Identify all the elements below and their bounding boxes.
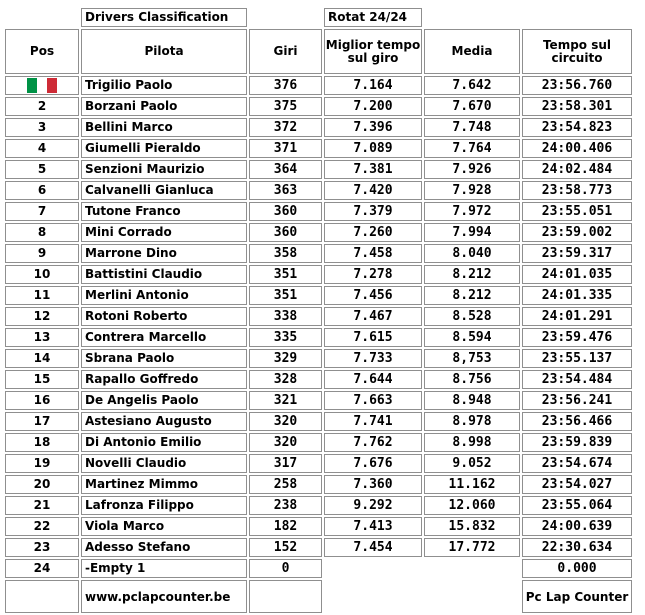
row-giri: 329: [249, 349, 322, 368]
row-media: 8.998: [424, 433, 520, 452]
table-row: [5, 349, 632, 368]
row-pos: 10: [5, 265, 79, 284]
row-best-lap: 7.200: [324, 97, 422, 116]
row-media: 8.040: [424, 244, 520, 263]
row-giri: 152: [249, 538, 322, 557]
row-tempo: 23:58.773: [522, 181, 632, 200]
row-giri: 335: [249, 328, 322, 347]
row-best-lap: 7.467: [324, 307, 422, 326]
row-pilota: Trigilio Paolo: [81, 76, 247, 95]
row-pos: 19: [5, 454, 79, 473]
row-pilota: Battistini Claudio: [81, 265, 247, 284]
row-media: 15.832: [424, 517, 520, 536]
row-media: 8.978: [424, 412, 520, 431]
footer-row: [5, 580, 632, 613]
table-row: [5, 265, 632, 284]
rotation-label: Rotat 24/24: [324, 8, 422, 27]
table-row: [5, 559, 632, 578]
row-pilota: Viola Marco: [81, 517, 247, 536]
row-tempo: 23:54.823: [522, 118, 632, 137]
row-media: 7.994: [424, 223, 520, 242]
row-pilota: De Angelis Paolo: [81, 391, 247, 410]
row-pilota: Tutone Franco: [81, 202, 247, 221]
row-best-lap: 7.762: [324, 433, 422, 452]
row-media: 7.748: [424, 118, 520, 137]
table-row: [5, 328, 632, 347]
table-row: [5, 517, 632, 536]
table-row: [5, 475, 632, 494]
row-giri: 320: [249, 433, 322, 452]
row-giri: 372: [249, 118, 322, 137]
row-tempo: 23:56.241: [522, 391, 632, 410]
row-pilota: Rotoni Roberto: [81, 307, 247, 326]
title-row: [5, 8, 632, 27]
row-pilota: Adesso Stefano: [81, 538, 247, 557]
row-best-lap: 7.379: [324, 202, 422, 221]
table-row: [5, 307, 632, 326]
row-media: 9.052: [424, 454, 520, 473]
footer-empty: [5, 580, 79, 613]
row-tempo: 23:54.027: [522, 475, 632, 494]
row-tempo: 23:56.466: [522, 412, 632, 431]
header-tempo: Tempo sul circuito: [522, 29, 632, 74]
row-giri: 238: [249, 496, 322, 515]
row-giri: 320: [249, 412, 322, 431]
row-pos: 5: [5, 160, 79, 179]
row-media: 8.528: [424, 307, 520, 326]
row-best-lap: 7.663: [324, 391, 422, 410]
row-tempo: 0.000: [522, 559, 632, 578]
row-tempo: 24:01.335: [522, 286, 632, 305]
row-media: [424, 559, 520, 578]
table-row: [5, 370, 632, 389]
row-media: 8.594: [424, 328, 520, 347]
row-giri: 358: [249, 244, 322, 263]
row-tempo: 23:59.317: [522, 244, 632, 263]
row-best-lap: 9.292: [324, 496, 422, 515]
row-media: 17.772: [424, 538, 520, 557]
row-pilota: Martinez Mimmo: [81, 475, 247, 494]
row-pilota: Lafronza Filippo: [81, 496, 247, 515]
row-media: 8.212: [424, 265, 520, 284]
header-best-lap: Miglior tempo sul giro: [324, 29, 422, 74]
row-pos: 13: [5, 328, 79, 347]
table-row: [5, 391, 632, 410]
row-pilota: Mini Corrado: [81, 223, 247, 242]
footer-empty: [249, 580, 322, 613]
row-pilota: Di Antonio Emilio: [81, 433, 247, 452]
row-giri: 351: [249, 265, 322, 284]
row-media: 8.756: [424, 370, 520, 389]
table-row: [5, 496, 632, 515]
row-media: 8.212: [424, 286, 520, 305]
table-row: [5, 286, 632, 305]
row-pos: 4: [5, 139, 79, 158]
table-row: [5, 454, 632, 473]
row-pos: 21: [5, 496, 79, 515]
row-media: 8.948: [424, 391, 520, 410]
row-pilota: Giumelli Pieraldo: [81, 139, 247, 158]
row-pilota: Calvanelli Gianluca: [81, 181, 247, 200]
row-pilota: Merlini Antonio: [81, 286, 247, 305]
row-giri: 351: [249, 286, 322, 305]
row-media: 7.764: [424, 139, 520, 158]
table-row: [5, 223, 632, 242]
row-media: 7.928: [424, 181, 520, 200]
row-pos: 12: [5, 307, 79, 326]
row-best-lap: 7.381: [324, 160, 422, 179]
row-tempo: 23:54.674: [522, 454, 632, 473]
row-media: 12.060: [424, 496, 520, 515]
row-best-lap: 7.644: [324, 370, 422, 389]
row-giri: 371: [249, 139, 322, 158]
row-best-lap: 7.676: [324, 454, 422, 473]
row-pilota: Rapallo Goffredo: [81, 370, 247, 389]
row-giri: 376: [249, 76, 322, 95]
row-pilota: Contrera Marcello: [81, 328, 247, 347]
row-pos: 6: [5, 181, 79, 200]
row-tempo: 23:56.760: [522, 76, 632, 95]
row-media: 11.162: [424, 475, 520, 494]
row-tempo: 23:54.484: [522, 370, 632, 389]
row-giri: 258: [249, 475, 322, 494]
table-row: [5, 118, 632, 137]
row-pilota: Bellini Marco: [81, 118, 247, 137]
row-best-lap: 7.741: [324, 412, 422, 431]
row-tempo: 24:02.484: [522, 160, 632, 179]
header-pos: Pos: [5, 29, 79, 74]
row-media: 7.972: [424, 202, 520, 221]
row-giri: 360: [249, 223, 322, 242]
italian-flag-icon: [27, 78, 57, 93]
row-pos: 16: [5, 391, 79, 410]
row-pilota: Sbrana Paolo: [81, 349, 247, 368]
header-pilota: Pilota: [81, 29, 247, 74]
row-tempo: 23:55.064: [522, 496, 632, 515]
row-giri: 364: [249, 160, 322, 179]
table-row: [5, 244, 632, 263]
table-title: Drivers Classification: [81, 8, 247, 27]
row-media: 7.670: [424, 97, 520, 116]
row-media: 7.926: [424, 160, 520, 179]
row-pilota: -Empty 1: [81, 559, 247, 578]
row-best-lap: 7.615: [324, 328, 422, 347]
row-tempo: 23:55.137: [522, 349, 632, 368]
row-pos: 8: [5, 223, 79, 242]
row-best-lap: 7.413: [324, 517, 422, 536]
row-pos: 23: [5, 538, 79, 557]
row-pilota: Borzani Paolo: [81, 97, 247, 116]
row-tempo: 24:01.291: [522, 307, 632, 326]
row-media: 7.642: [424, 76, 520, 95]
row-giri: 338: [249, 307, 322, 326]
row-best-lap: 7.454: [324, 538, 422, 557]
table-row: [5, 139, 632, 158]
row-media: 8,753: [424, 349, 520, 368]
row-pos: 14: [5, 349, 79, 368]
row-pos: 9: [5, 244, 79, 263]
row-pilota: Marrone Dino: [81, 244, 247, 263]
row-pos: 22: [5, 517, 79, 536]
table-row: [5, 433, 632, 452]
row-pos: 17: [5, 412, 79, 431]
row-tempo: 23:59.002: [522, 223, 632, 242]
row-best-lap: 7.456: [324, 286, 422, 305]
drivers-classification-table: [3, 6, 634, 615]
row-best-lap: 7.458: [324, 244, 422, 263]
row-giri: 375: [249, 97, 322, 116]
header-media: Media: [424, 29, 520, 74]
row-tempo: 24:00.639: [522, 517, 632, 536]
row-best-lap: 7.420: [324, 181, 422, 200]
row-pos: 2: [5, 97, 79, 116]
table-row: [5, 97, 632, 116]
table-row: [5, 412, 632, 431]
row-pilota: Senzioni Maurizio: [81, 160, 247, 179]
row-giri: 360: [249, 202, 322, 221]
row-best-lap: 7.089: [324, 139, 422, 158]
row-giri: 0: [249, 559, 322, 578]
row-pos: 20: [5, 475, 79, 494]
row-tempo: 24:00.406: [522, 139, 632, 158]
row-best-lap: 7.360: [324, 475, 422, 494]
row-tempo: 23:59.476: [522, 328, 632, 347]
row-pos: 18: [5, 433, 79, 452]
row-pos: 7: [5, 202, 79, 221]
row-tempo: 23:59.839: [522, 433, 632, 452]
row-pilota: Astesiano Augusto: [81, 412, 247, 431]
row-best-lap: 7.278: [324, 265, 422, 284]
brand-label: Pc Lap Counter: [522, 580, 632, 613]
header-row: [5, 29, 632, 74]
row-best-lap: 7.164: [324, 76, 422, 95]
row-pos: 15: [5, 370, 79, 389]
header-giri: Giri: [249, 29, 322, 74]
table-row: [5, 76, 632, 95]
row-best-lap: [324, 559, 422, 578]
table-row: [5, 202, 632, 221]
table-row: [5, 181, 632, 200]
row-pos: 3: [5, 118, 79, 137]
row-tempo: 23:55.051: [522, 202, 632, 221]
row-tempo: 24:01.035: [522, 265, 632, 284]
row-pos: 11: [5, 286, 79, 305]
row-giri: 317: [249, 454, 322, 473]
row-best-lap: 7.733: [324, 349, 422, 368]
table-row: [5, 538, 632, 557]
row-tempo: 23:58.301: [522, 97, 632, 116]
row-giri: 182: [249, 517, 322, 536]
row-pos: [5, 76, 79, 95]
row-pos: 24: [5, 559, 79, 578]
table-row: [5, 160, 632, 179]
row-tempo: 22:30.634: [522, 538, 632, 557]
row-pilota: Novelli Claudio: [81, 454, 247, 473]
row-giri: 328: [249, 370, 322, 389]
website-link[interactable]: www.pclapcounter.be: [81, 580, 247, 613]
row-giri: 321: [249, 391, 322, 410]
row-giri: 363: [249, 181, 322, 200]
row-best-lap: 7.260: [324, 223, 422, 242]
row-best-lap: 7.396: [324, 118, 422, 137]
